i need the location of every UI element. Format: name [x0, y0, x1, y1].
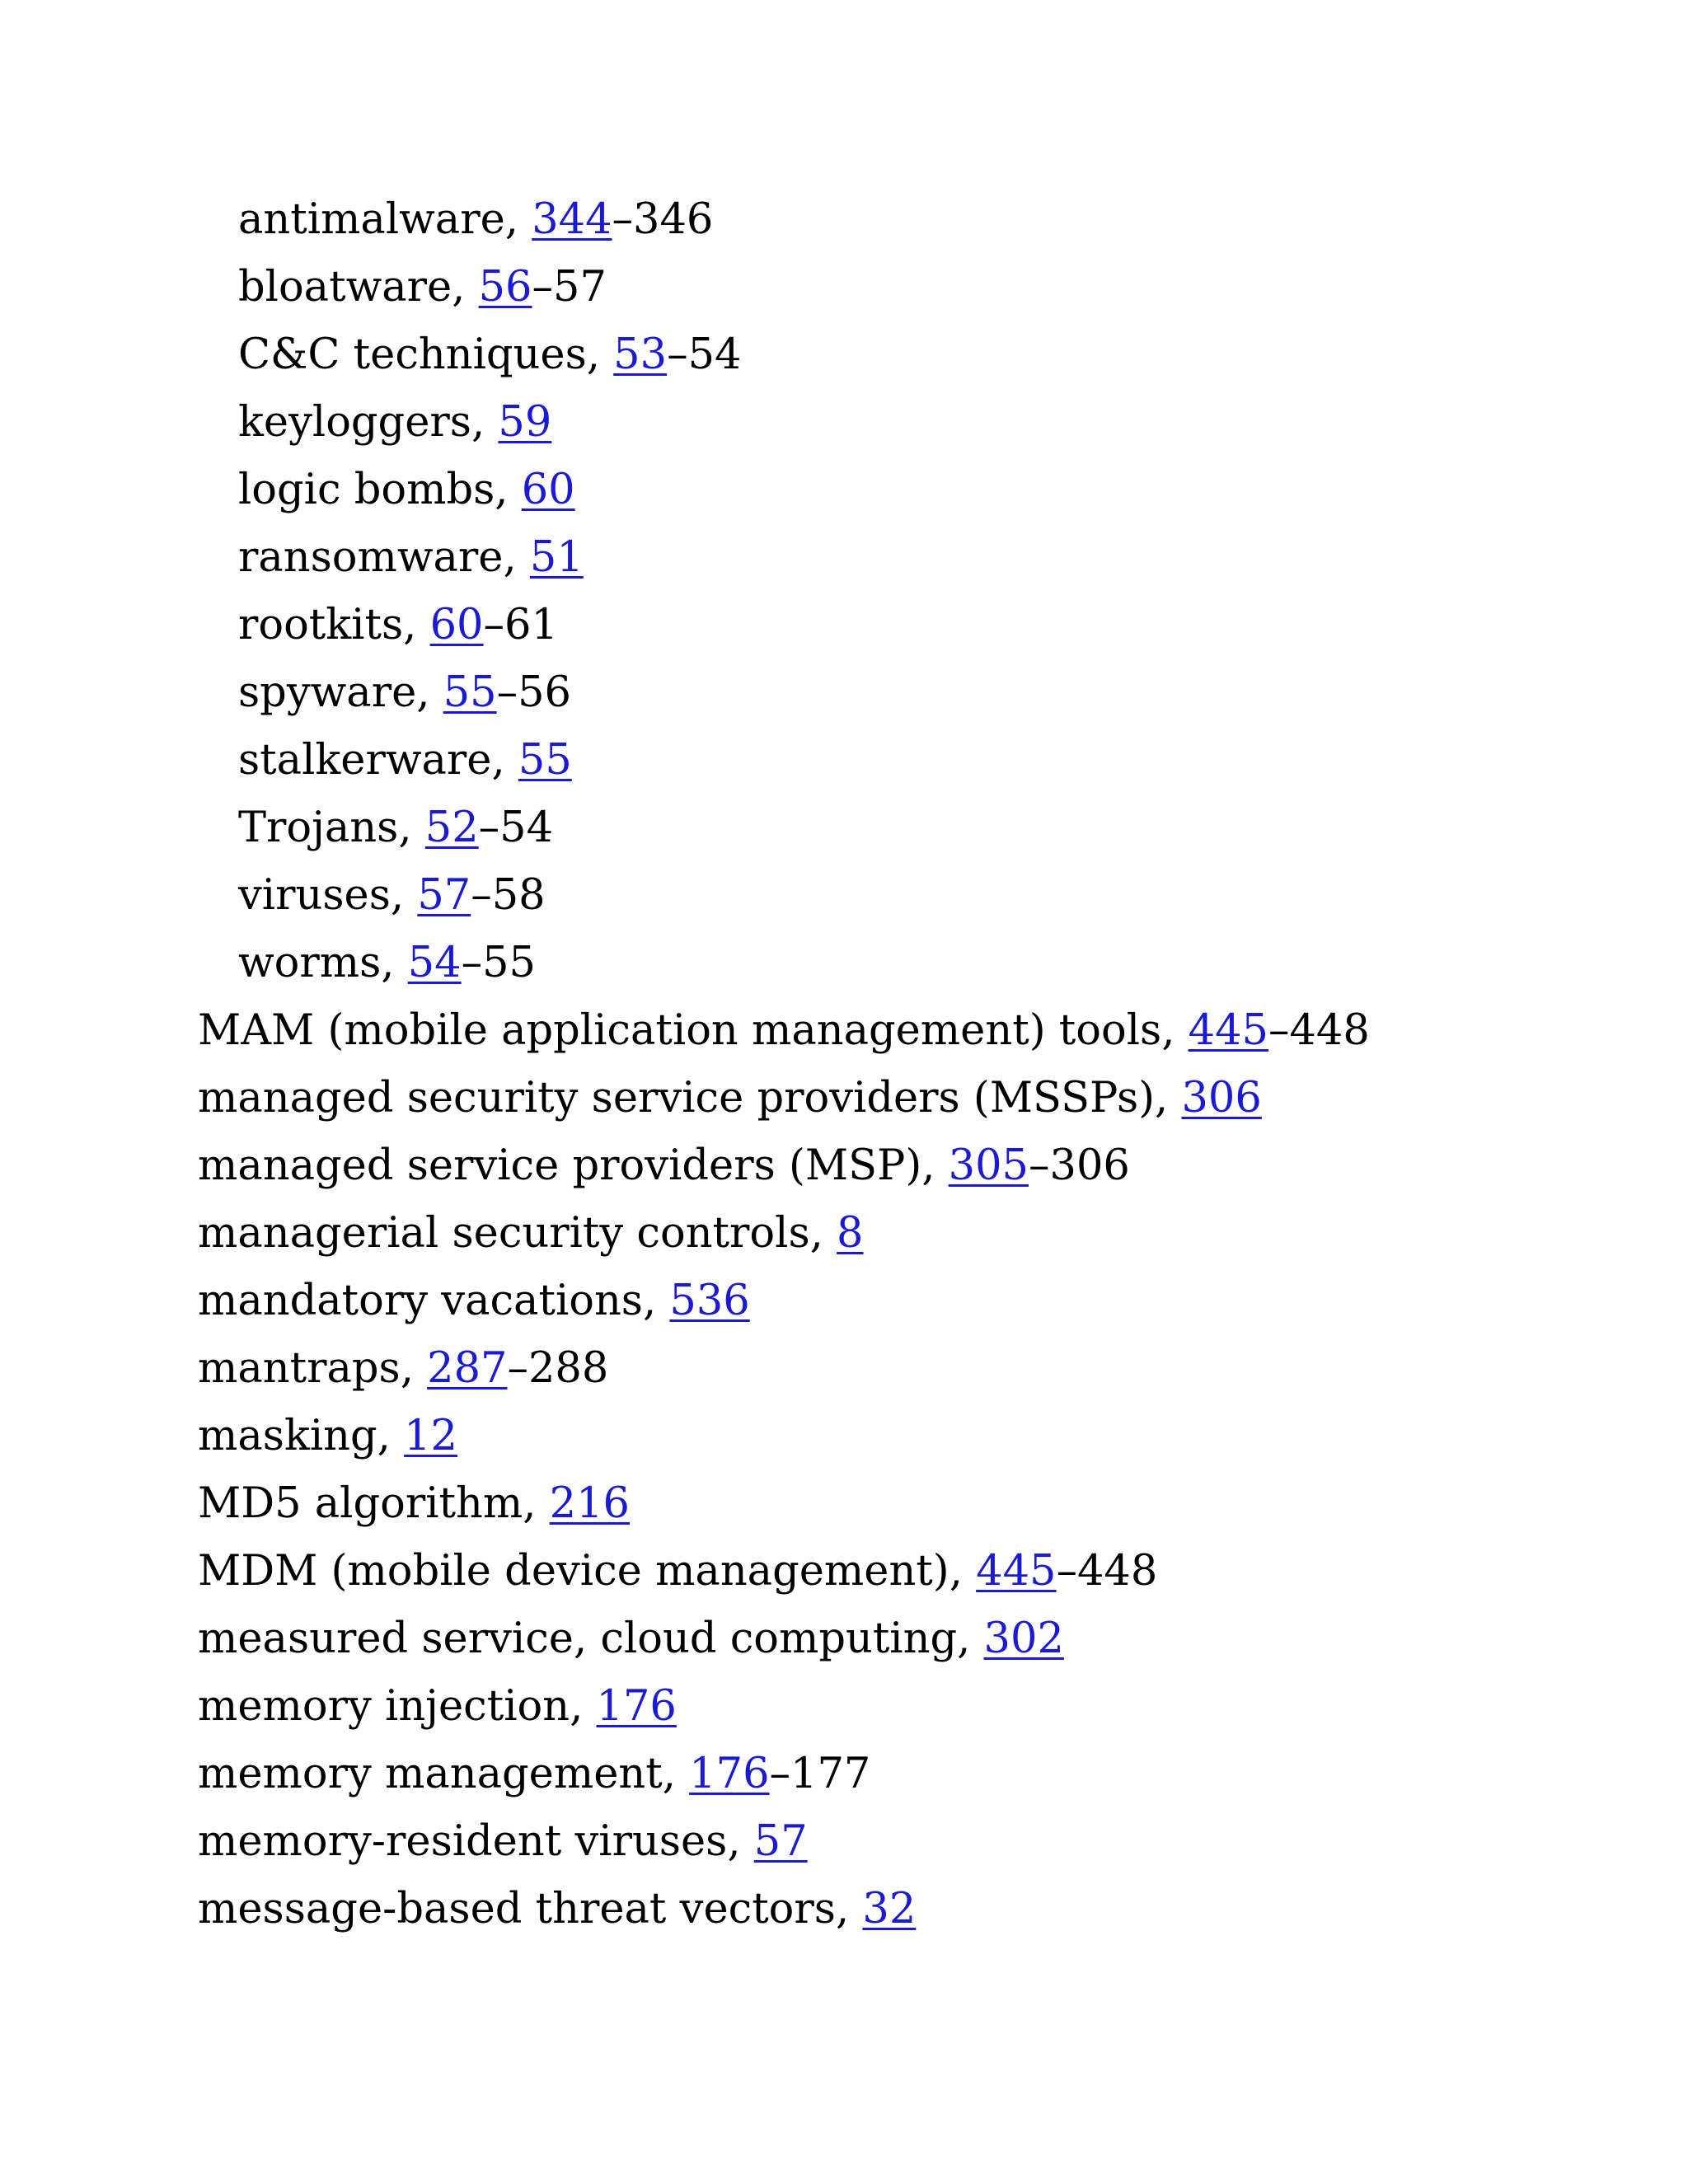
- page-range-end: –346: [612, 195, 714, 244]
- index-entry: [238, 804, 553, 853]
- page-link[interactable]: 54: [407, 939, 462, 987]
- index-entry: [198, 1412, 457, 1461]
- index-term: C&C techniques,: [238, 330, 614, 379]
- index-term: mantraps,: [198, 1344, 428, 1393]
- index-entry: [198, 1682, 677, 1732]
- page-range-end: –58: [471, 871, 546, 920]
- index-term: managed service providers (MSP),: [198, 1141, 949, 1190]
- index-term: masking,: [198, 1412, 405, 1460]
- index-entry: [238, 668, 571, 718]
- page-link[interactable]: 306: [1181, 1074, 1262, 1122]
- index-entry: [198, 1344, 608, 1394]
- page-link[interactable]: 287: [427, 1344, 508, 1393]
- index-term: memory-resident viruses,: [198, 1817, 754, 1866]
- page-range-end: –57: [532, 263, 607, 312]
- index-term: antimalware,: [238, 195, 532, 244]
- index-term: MAM (mobile application management) tools,: [198, 1006, 1189, 1055]
- index-term: bloatware,: [238, 263, 479, 312]
- page-link[interactable]: 56: [478, 263, 532, 312]
- index-term: rootkits,: [238, 601, 430, 649]
- page-range-end: –54: [478, 804, 554, 852]
- page-range-end: –54: [667, 330, 742, 379]
- index-term: spyware,: [238, 668, 443, 717]
- index-entry: [198, 1885, 916, 1934]
- page-range-end: –448: [1056, 1547, 1158, 1596]
- index-entry: [198, 1615, 1064, 1664]
- index-term: viruses,: [238, 871, 418, 920]
- index-entry: [238, 601, 558, 650]
- page-link[interactable]: 55: [443, 668, 497, 717]
- index-entry: [198, 1006, 1370, 1056]
- page-range-end: –288: [507, 1344, 609, 1393]
- page-link[interactable]: 216: [549, 1479, 630, 1528]
- index-term: MD5 algorithm,: [198, 1479, 550, 1528]
- page-link[interactable]: 32: [862, 1885, 917, 1933]
- page-link[interactable]: 344: [532, 195, 612, 244]
- index-entry: [238, 533, 584, 583]
- page-range-end: –448: [1268, 1006, 1370, 1055]
- index-term: managerial security controls,: [198, 1209, 837, 1258]
- index-term: stalkerware,: [238, 736, 518, 785]
- page-link[interactable]: 176: [689, 1750, 770, 1798]
- index-entry: [238, 195, 713, 245]
- page-link[interactable]: 445: [1188, 1006, 1268, 1055]
- page-link[interactable]: 445: [976, 1547, 1057, 1596]
- page-link[interactable]: 59: [498, 398, 552, 447]
- index-term: message-based threat vectors,: [198, 1885, 863, 1933]
- page-link[interactable]: 536: [669, 1277, 750, 1325]
- page-link[interactable]: 60: [429, 601, 484, 649]
- page-link[interactable]: 53: [613, 330, 668, 379]
- index-entry: [198, 1479, 630, 1529]
- index-entry: [238, 871, 546, 921]
- page-range-end: –56: [496, 668, 571, 717]
- page-range-end: –306: [1029, 1141, 1130, 1190]
- index-entry: [238, 939, 536, 988]
- index-term: mandatory vacations,: [198, 1277, 670, 1325]
- index-entry: [198, 1817, 808, 1867]
- index-entry: [238, 263, 607, 312]
- page-link[interactable]: 52: [424, 804, 479, 852]
- index-entry: [198, 1277, 750, 1326]
- index-term: keyloggers,: [238, 398, 499, 447]
- page-range-end: –177: [769, 1750, 871, 1798]
- index-entry: [238, 330, 741, 380]
- index-entry: [198, 1141, 1130, 1191]
- index-term: MDM (mobile device management),: [198, 1547, 977, 1596]
- page-link[interactable]: 60: [521, 466, 575, 514]
- index-entry: [198, 1209, 864, 1258]
- index-entry: [198, 1547, 1157, 1596]
- page-link[interactable]: 12: [404, 1412, 457, 1460]
- index-term: managed security service providers (MSSPs),: [198, 1074, 1182, 1122]
- page-link[interactable]: 176: [596, 1682, 677, 1731]
- index-entry: [238, 466, 575, 515]
- page-link[interactable]: 55: [518, 736, 572, 785]
- index-entry: [238, 398, 551, 448]
- index-term: Trojans,: [238, 804, 425, 852]
- index-term: logic bombs,: [238, 466, 522, 514]
- page-link[interactable]: 51: [529, 533, 584, 582]
- page-link[interactable]: 57: [753, 1817, 808, 1866]
- page-link[interactable]: 302: [983, 1615, 1064, 1663]
- index-entry: [198, 1074, 1262, 1123]
- index-term: memory injection,: [198, 1682, 597, 1731]
- page-link[interactable]: 57: [417, 871, 471, 920]
- index-entry: [198, 1750, 870, 1799]
- page-range-end: –61: [483, 601, 558, 649]
- page-link[interactable]: 8: [837, 1209, 864, 1258]
- index-entry: [238, 736, 572, 785]
- page-range-end: –55: [461, 939, 537, 987]
- page-link[interactable]: 305: [948, 1141, 1029, 1190]
- index-term: measured service, cloud computing,: [198, 1615, 984, 1663]
- index-term: ransomware,: [238, 533, 530, 582]
- index-term: memory management,: [198, 1750, 690, 1798]
- index-term: worms,: [238, 939, 408, 987]
